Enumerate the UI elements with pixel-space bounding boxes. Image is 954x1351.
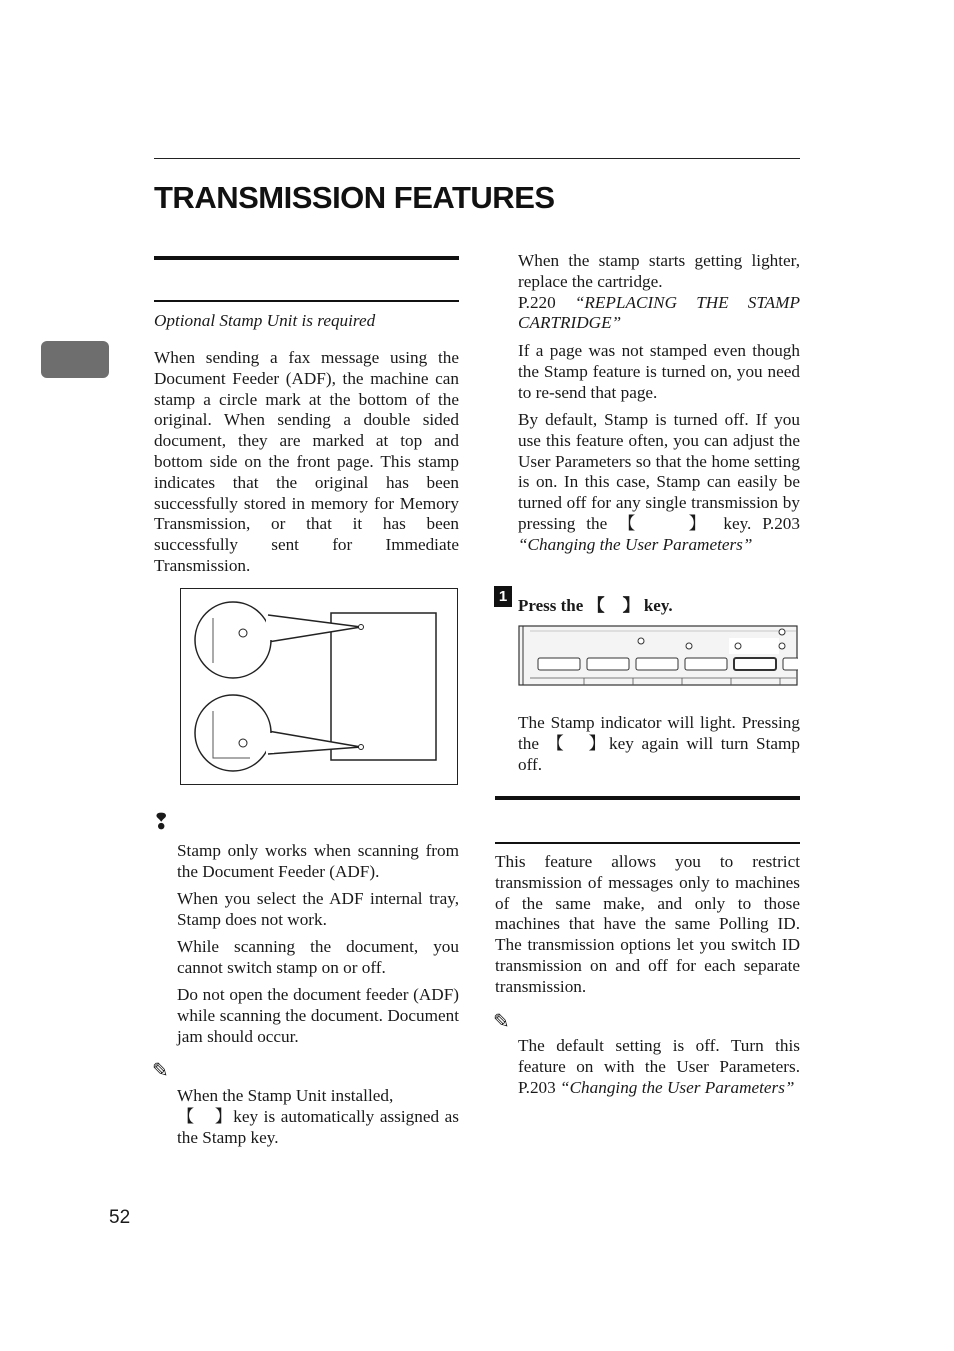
section-rule-thick: [154, 256, 459, 260]
stamp-intro: When sending a fax message using the Document Feeder (ADF), the machine can stamp a circle mark at the bottom of the original. When sending a double sided document, they are marked at top and bottom side on the front page. This stamp indicates that the original has been successfully stored in memory for Memory Transmission, or that it has been successfully sent for Immediate Transmission.: [154, 348, 459, 575]
id-note-text: The default setting is off. Turn this feature on with the User Parameters.: [518, 1036, 800, 1076]
limitation-1: Stamp only works when scanning from the Document Feeder (ADF).: [177, 841, 459, 881]
panel-key-1: [538, 658, 580, 670]
indicator-text-post: key again will turn Stamp off.: [518, 733, 800, 774]
page-title: TRANSMISSION FEATURES: [154, 180, 555, 215]
stamp-unit-note: [177, 1086, 459, 1148]
key-bracket-open: 【: [546, 733, 568, 753]
not-stamped-para: If a page was not stamped even though the Stamp feature is turned on, you need to re-send that page.: [518, 341, 800, 402]
step-instruction: [518, 591, 673, 616]
pencil-icon: ✎: [152, 1058, 169, 1082]
ref-replacing-cartridge[interactable]: “REPLACING THE STAMP CARTRIDGE”: [518, 292, 800, 333]
ref-changing-user-params[interactable]: “Changing the User Parameters”: [518, 534, 753, 554]
ref-changing-user-params[interactable]: “Changing the User Parameters”: [560, 1077, 795, 1097]
id-default-note: [518, 1036, 800, 1098]
exclamation-icon: ❢: [152, 810, 171, 835]
step-number: 1: [494, 586, 512, 607]
stamp-lighter-para: [518, 251, 800, 334]
ref-page-203[interactable]: P.203: [762, 513, 800, 533]
stamp-diagram: [180, 588, 458, 785]
step-text-post: key.: [643, 596, 673, 615]
panel-key-3: [636, 658, 678, 670]
chapter-tab: [41, 341, 109, 378]
indicator-text-pre: The Stamp indicator will light. Pressing the: [518, 713, 800, 753]
panel-key-4: [685, 658, 727, 670]
note-text-post: key is automatically assigned as the Stamp key.: [177, 1106, 459, 1147]
indicator-para: [518, 713, 800, 775]
control-panel-illustration: [518, 625, 798, 687]
key-bracket-close: 】: [681, 513, 713, 533]
stamp-key: [734, 658, 776, 670]
magnify-circle-top: [195, 602, 271, 678]
panel-key-2: [587, 658, 629, 670]
limitation-4: Do not open the document feeder (ADF) while scanning the document. Document jam should occur.: [177, 985, 459, 1046]
section-rule-thin-2: [495, 842, 800, 844]
optional-note: Optional Stamp Unit is required: [154, 311, 376, 330]
stamp-illustration: [180, 588, 458, 785]
key-suffix: key.: [723, 513, 752, 533]
default-off-para: [518, 410, 800, 556]
ref-page-220[interactable]: P.220: [518, 292, 556, 312]
lighter-text: When the stamp starts getting lighter, replace the cartridge.: [518, 251, 800, 291]
page-number: 52: [109, 1207, 131, 1228]
magnify-circle-bottom: [195, 695, 271, 771]
default-off-text: By default, Stamp is turned off. If you use this feature often, you can adjust the User Parameters so that the home setting is on. In this case, Stamp can easily be turned off for any single transmission by pressing the: [518, 410, 800, 533]
document-sheet: [331, 613, 436, 760]
section-rule-thick-2: [495, 796, 800, 800]
section-rule-thin: [154, 300, 459, 302]
ref-page-203[interactable]: P.203: [518, 1077, 556, 1097]
limitation-3: While scanning the document, you cannot switch stamp on or off.: [177, 937, 459, 977]
note-text-pre: When the Stamp Unit installed,: [177, 1086, 394, 1105]
header-rule: [154, 158, 800, 159]
key-bracket-close: 】: [585, 733, 610, 753]
id-transmission-para: This feature allows you to restrict transmission of messages only to machines of the same make, and only to those machines that have the same Polling ID. The transmission options let you switch ID transmission on and off for each separate transmission.: [495, 852, 800, 996]
stamp-mark-top: [239, 629, 247, 637]
key-bracket-close: 】: [622, 596, 640, 615]
limitation-2: When you select the ADF internal tray, Stamp does not work.: [177, 889, 459, 929]
stamp-indicator: [735, 643, 741, 649]
stamp-mark-bottom: [239, 739, 247, 747]
key-bracket-close: 】: [213, 1106, 234, 1126]
step-text-pre: Press the: [518, 596, 584, 615]
key-bracket-open: 【: [618, 513, 642, 533]
panel-diagram: [518, 625, 798, 687]
key-bracket-open: 【: [587, 596, 605, 615]
key-bracket-open: 【: [177, 1106, 196, 1126]
pencil-icon: ✎: [493, 1009, 510, 1033]
